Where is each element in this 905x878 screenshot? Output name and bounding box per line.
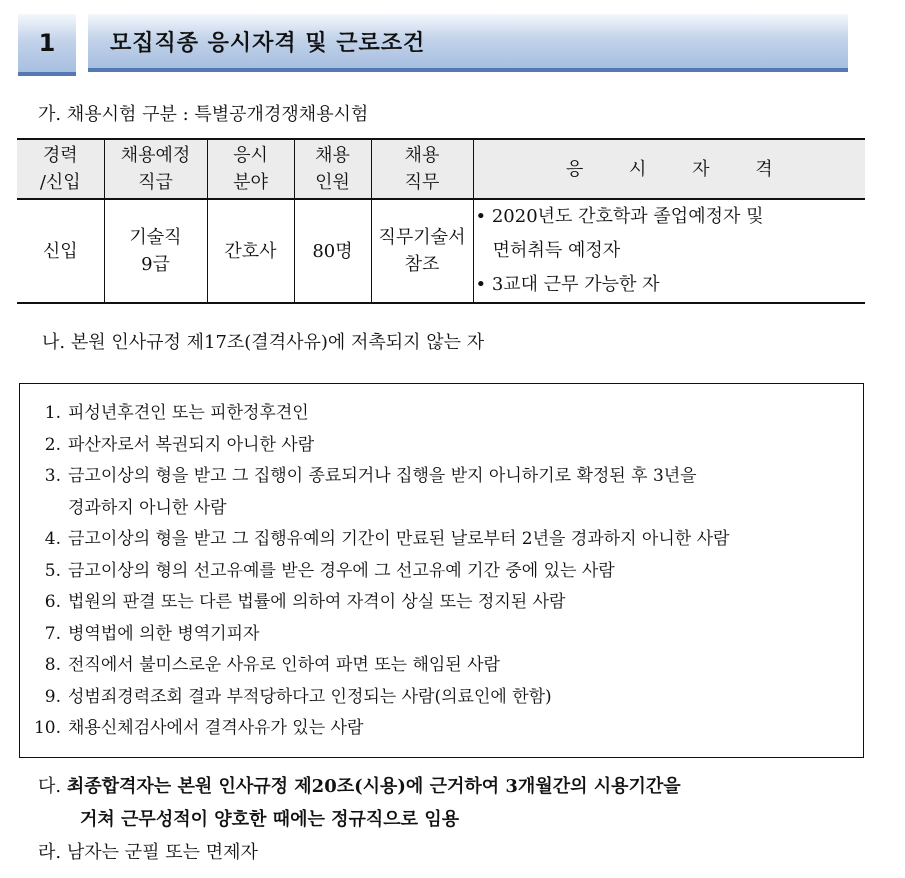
cell-field: 간호사 [207,199,294,303]
cell-grade: 기술직 9급 [104,199,207,303]
disqualification-box [19,383,864,758]
cell-type: 신입 [17,199,104,303]
table-header-row [17,139,865,199]
list-item-continuation: 경과하지 아니한 사람 [68,497,227,518]
recruitment-table [17,138,865,304]
header-duty: 채용 직무 [371,139,473,199]
cell-count: 80명 [294,199,371,303]
probation-line-1: 최종합격자는 본원 인사규정 제20조(시용)에 근거하여 3개월간의 시용기간을 [66,776,681,797]
list-item: 5. 금고이상의 형의 선고유예를 받은 경우에 그 선고유예 기간 중에 있는 사람 [44,560,615,581]
section-title: 모집직종 응시자격 및 근로조건 [88,14,848,72]
cell-qualifications [473,199,865,303]
qualification-line: • 3교대 근무 가능한 자 [475,274,660,295]
header-qualification: 응 시 자 격 [473,139,865,199]
list-item: 9. 성범죄경력조회 결과 부적당하다고 인정되는 사람(의료인에 한함) [44,686,552,707]
header-career: 경력 /신입 [17,139,104,199]
header-grade: 채용예정 직급 [104,139,207,199]
section-number: 1 [18,14,76,76]
list-item: 6. 법원의 판결 또는 다른 법률에 의하여 자격이 상실 또는 정지된 사람 [44,592,566,612]
list-item: 1. 피성년후견인 또는 피한정후견인 [44,403,309,423]
header-count: 채용 인원 [294,139,371,199]
disqualification-heading: 나. 본원 인사규정 제17조(결격사유)에 저촉되지 않는 자 [42,332,485,353]
cell-duty: 직무기술서 참조 [371,199,473,303]
list-item: 7. 병역법에 의한 병역기피자 [44,623,260,644]
header-field: 응시 분야 [207,139,294,199]
probation-prefix: 다. [38,776,67,797]
list-item: 2. 파산자로서 복권되지 아니한 사람 [44,434,315,455]
military-service-note: 라. 남자는 군필 또는 면제자 [38,842,258,863]
list-item: 4. 금고이상의 형을 받고 그 집행유예의 기간이 만료된 날로부터 2년을 경과하지 아니한 사람 [44,529,730,549]
section-header [18,14,848,76]
list-item: 10. 채용신체검사에서 결격사유가 있는 사람 [33,718,364,738]
table-row [17,199,865,303]
qualification-line: • 2020년도 간호학과 졸업예정자 및 [475,206,764,227]
probation-line-2: 거쳐 근무성적이 양호한 때에는 정규직으로 임용 [80,809,460,830]
exam-type-heading: 가. 채용시험 구분 : 특별공개경쟁채용시험 [38,104,369,125]
list-item: 8. 전직에서 불미스로운 사유로 인하여 파면 또는 해임된 사람 [44,655,500,675]
disqualification-list [20,398,863,745]
qualification-line: 면허취득 예정자 [475,240,621,261]
list-item: 3. 금고이상의 형을 받고 그 집행이 종료되거나 집행을 받지 아니하기로 확정된 후 3년을 [44,466,697,486]
probation-notice [38,770,681,836]
